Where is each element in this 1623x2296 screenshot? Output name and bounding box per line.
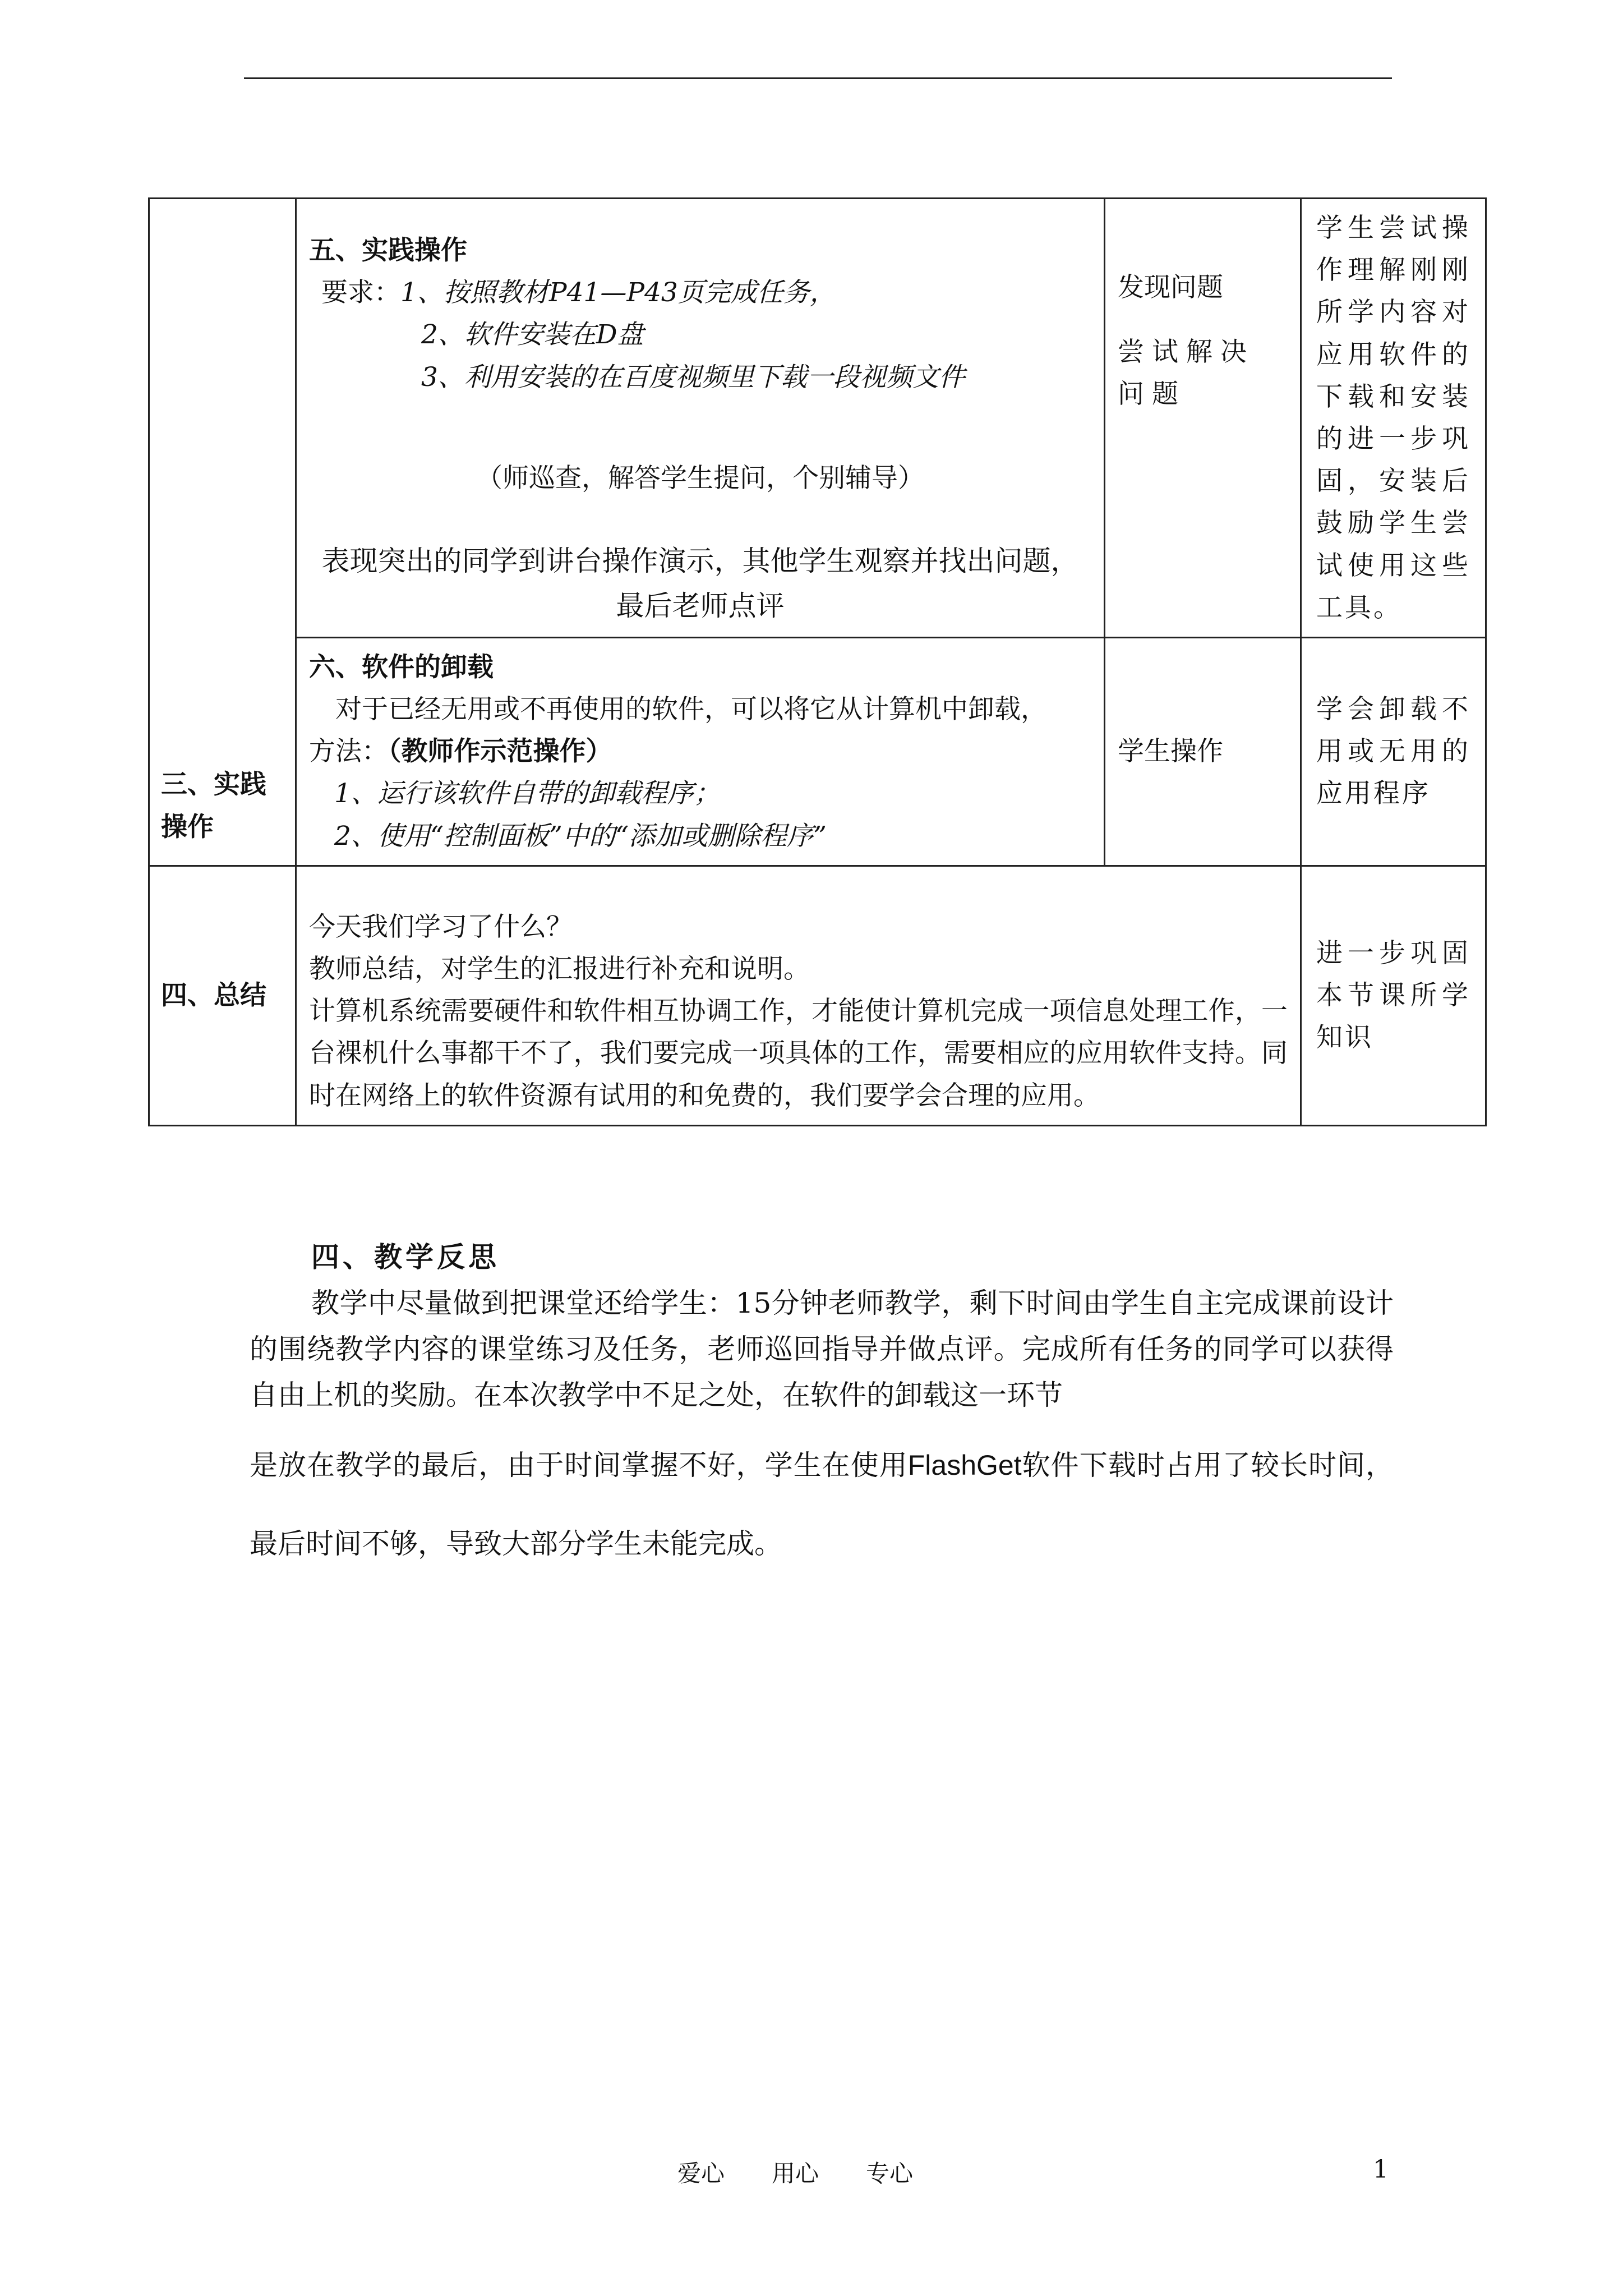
teaching-reflection — [250, 1234, 1394, 1583]
table-row-practice-part1 — [149, 199, 1486, 638]
table-row-summary — [149, 866, 1486, 1125]
summary-body: 计算机系统需要硬件和软件相互协调工作，才能使计算机完成一项信息处理工作，一台裸机什么事都干不了，我们要完成一项具体的工作，需要相应的应用软件支持。同时在网络上的软件资源有试用的和免费的，我们要学会合理的应用。 — [309, 996, 1288, 1111]
requirement-prefix: 要求： — [321, 277, 400, 309]
uninstall-step-2: 2、使用“控制面板”中的“添加或删除程序” — [334, 820, 827, 852]
design-intent-cell-uninstall: 学会卸载不用或无用的应用程序 — [1301, 637, 1486, 866]
footer-motto: 爱心 用心 专心 — [677, 2160, 914, 2187]
stage-cell-practice: 三、实践操作 — [149, 199, 296, 866]
reflection-text-b: 软件下载时占用了较长时间，最后时间不够，导致大部分学生未能完成。 — [250, 1449, 1394, 1560]
student-activity-find-problem: 发现问题 — [1118, 272, 1223, 303]
table-row-practice-part2 — [149, 637, 1486, 866]
summary-teacher: 教师总结，对学生的汇报进行补充和说明。 — [309, 954, 810, 984]
section-title-uninstall: 六、软件的卸载 — [309, 651, 494, 683]
student-activity-cell-practice — [1105, 199, 1301, 638]
requirement-3: 3、利用安装的在百度视频里下载一段视频文件 — [421, 361, 965, 393]
uninstall-method — [309, 730, 1091, 772]
reflection-heading: 四、教学反思 — [311, 1240, 500, 1273]
header-rule — [244, 77, 1392, 79]
section-title-practice: 五、实践操作 — [309, 235, 467, 266]
method-prefix: 方法： — [309, 736, 388, 767]
content-cell-summary — [296, 866, 1301, 1125]
requirement-line-1 — [309, 272, 1091, 314]
requirement-1: 1、按照教材P41—P43页完成任务， — [400, 277, 836, 309]
content-cell-uninstall — [296, 637, 1105, 866]
requirement-2: 2、软件安装在D盘 — [421, 319, 644, 351]
reflection-paragraph-1: 教学中尽量做到把课堂还给学生：15分钟老师教学，剩下时间由学生自主完成课前设计的围绕教学内容的课堂练习及任务，老师巡回指导并做点评。完成所有任务的同学可以获得自由上机的奖励。在本次教学中不足之处，在软件的卸载这一环节 — [250, 1287, 1394, 1411]
reflection-paragraph-2 — [250, 1426, 1394, 1583]
design-intent-cell-practice: 学生尝试操作理解刚刚所学内容对应用软件的下载和安装的进一步巩固，安装后鼓励学生尝试使用这些工具。 — [1301, 199, 1486, 638]
reflection-brand-name: FlashGet — [907, 1450, 1022, 1481]
lesson-plan-table — [148, 197, 1487, 1126]
method-demo-note: （教师作示范操作） — [388, 736, 612, 767]
content-cell-practice — [296, 199, 1105, 638]
reflection-text-a: 是放在教学的最后，由于时间掌握不好，学生在使用 — [250, 1449, 908, 1481]
summary-question: 今天我们学习了什么？ — [309, 911, 573, 942]
student-activity-solve-problem: 尝试解决问题 — [1118, 337, 1255, 410]
uninstall-intro: 对于已经无用或不再使用的软件，可以将它从计算机中卸载， — [335, 694, 1047, 725]
stage-cell-summary: 四、总结 — [149, 866, 296, 1125]
teacher-note: （师巡查，解答学生提问，个别辅导） — [476, 462, 924, 494]
design-intent-cell-summary: 进一步巩固本节课所学知识 — [1301, 866, 1486, 1125]
uninstall-step-1: 1、运行该软件自带的卸载程序； — [334, 778, 720, 809]
demo-text: 表现突出的同学到讲台操作演示，其他学生观察并找出问题，最后老师点评 — [321, 544, 1079, 622]
student-activity-cell-uninstall: 学生操作 — [1105, 637, 1301, 866]
page-number: 1 — [1373, 2155, 1389, 2184]
